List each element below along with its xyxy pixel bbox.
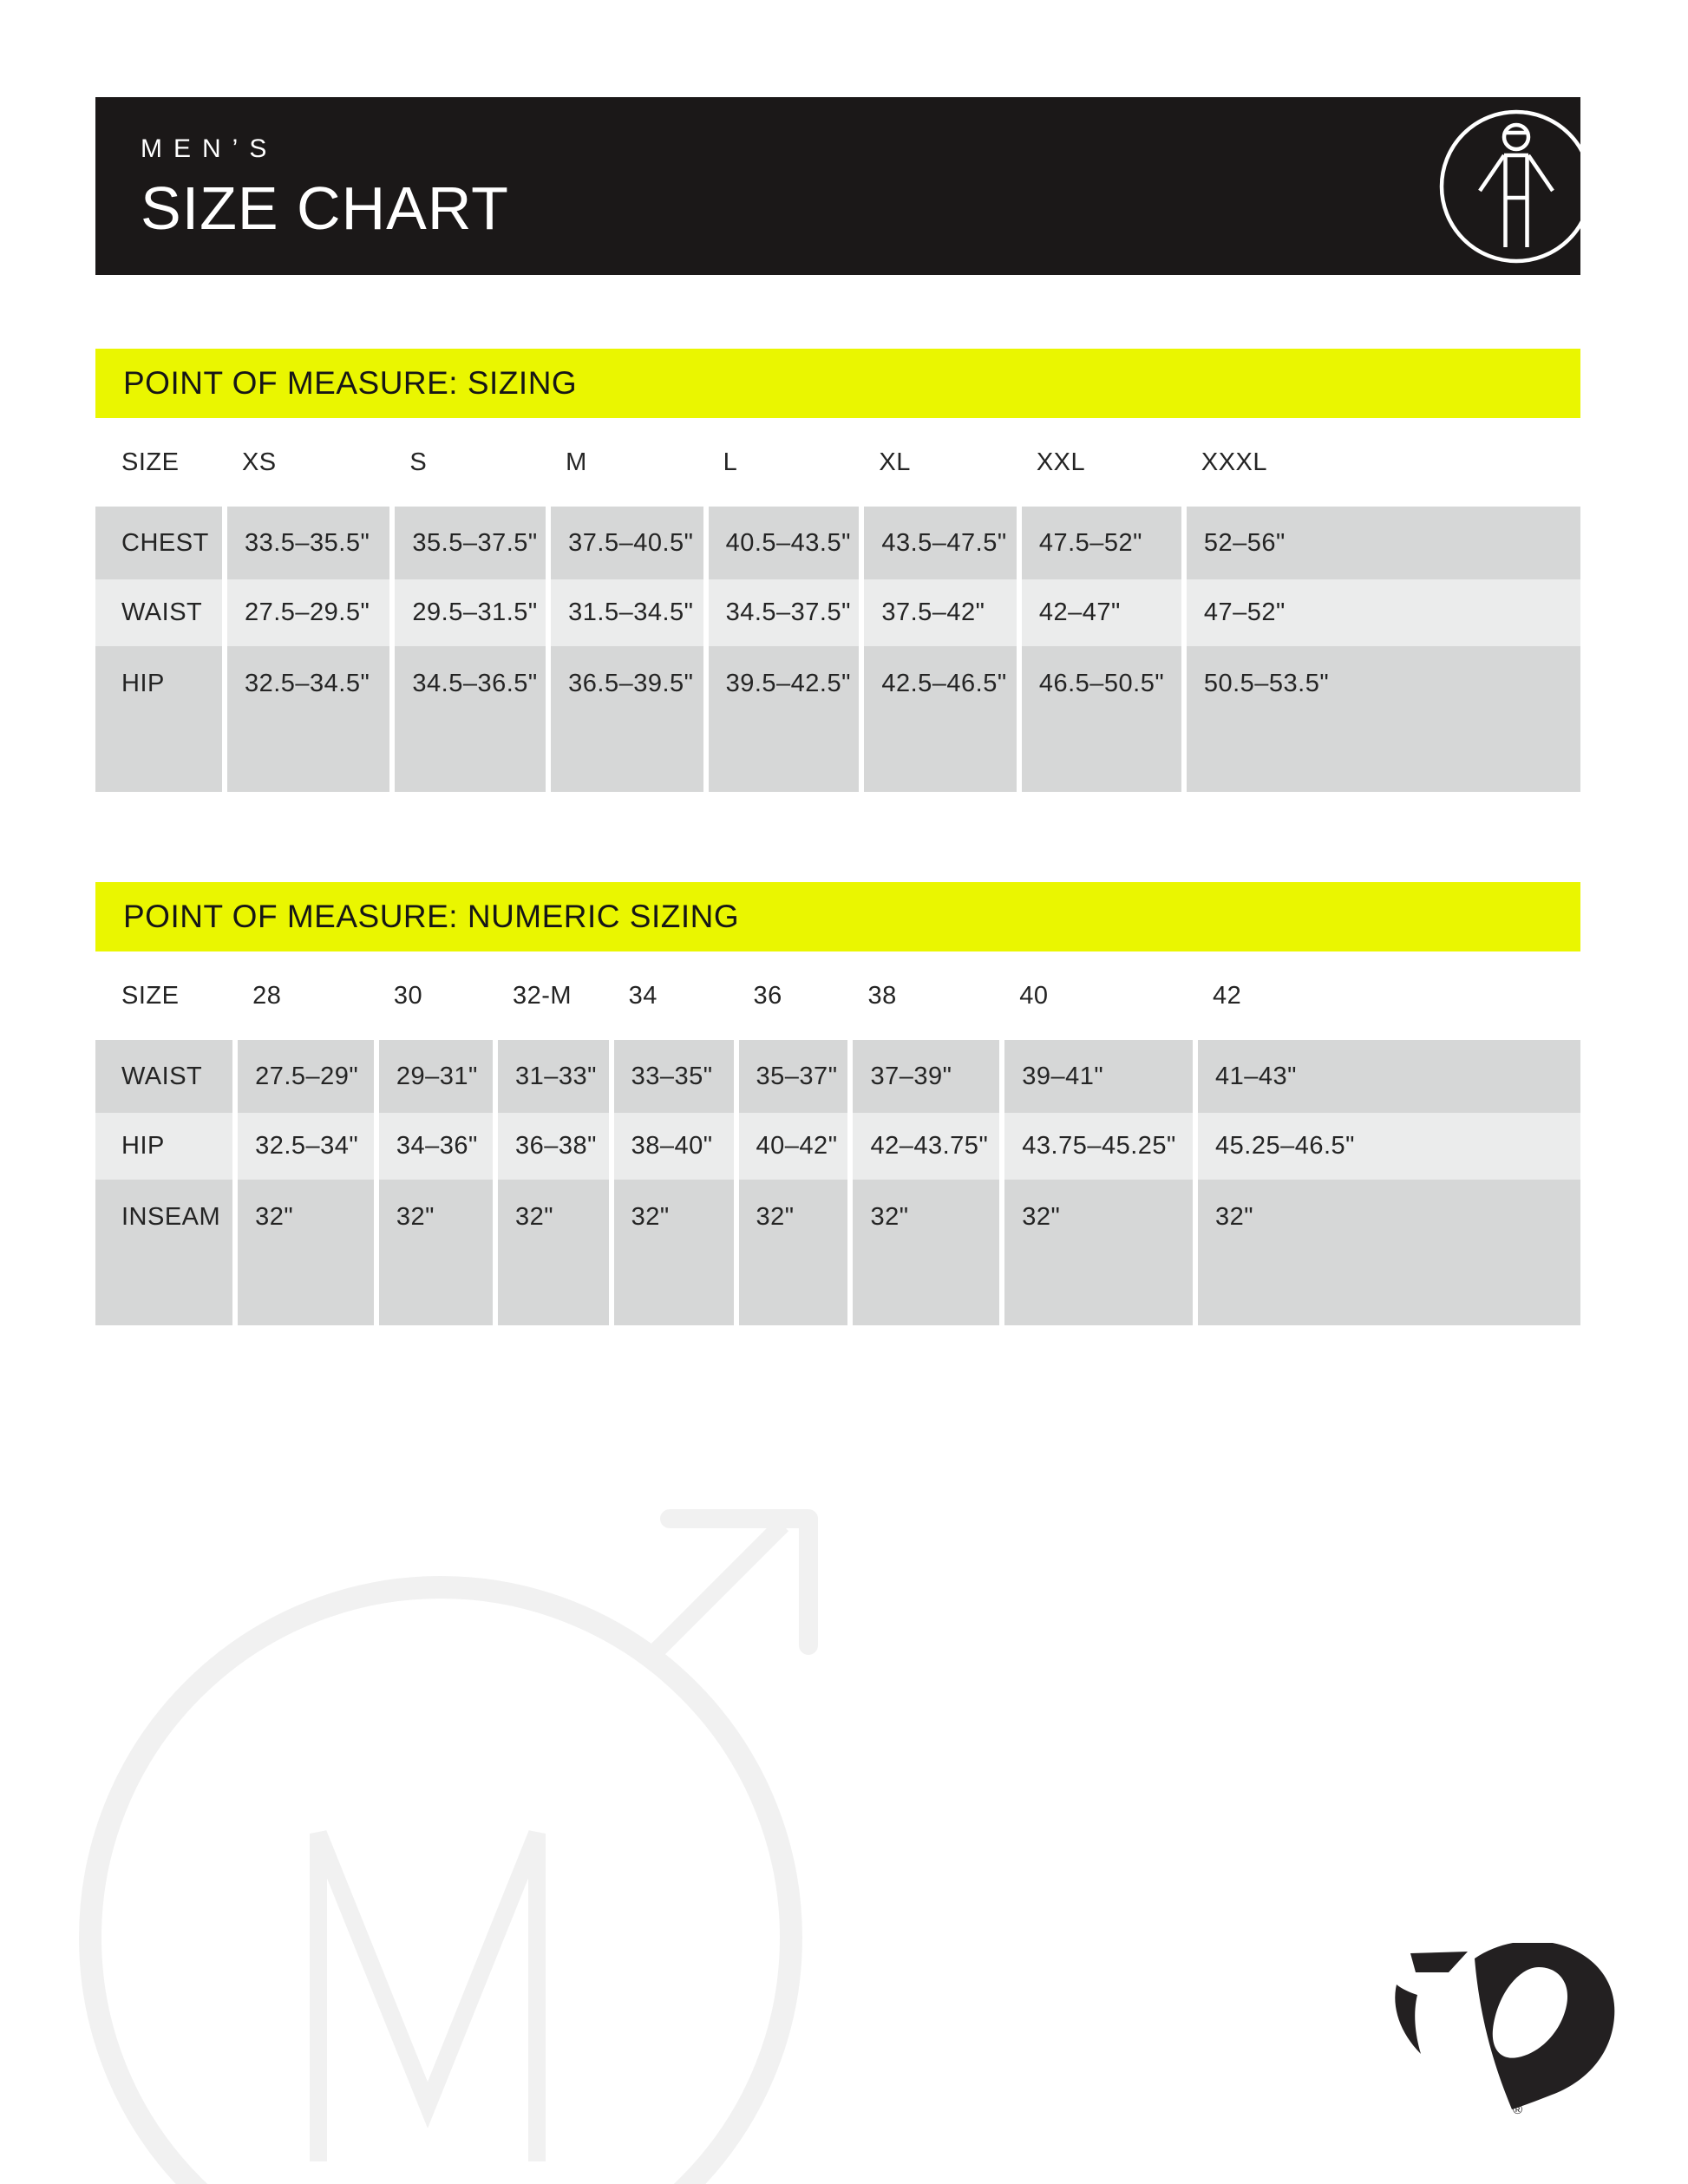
row-label: CHEST: [95, 507, 225, 579]
size-value-cell: 39–41": [1002, 1040, 1195, 1113]
column-header-size: SIZE: [95, 440, 225, 485]
column-header-s: S: [392, 440, 548, 485]
column-header-36: 36: [736, 973, 851, 1018]
size-value-cell: 36–38": [495, 1113, 612, 1180]
header-gap-row: [95, 1018, 1580, 1040]
numeric-sizing-table: [95, 973, 1580, 1325]
column-header-xl: XL: [861, 440, 1018, 485]
size-value-cell: 37.5–42": [861, 579, 1018, 646]
measure-row-hip: [95, 646, 1580, 792]
sizing-section-title: POINT OF MEASURE: SIZING: [123, 365, 578, 401]
column-header-40: 40: [1002, 973, 1195, 1018]
header-gap-row: [95, 485, 1580, 507]
size-value-cell: 32": [850, 1180, 1002, 1325]
column-header-xxl: XXL: [1019, 440, 1184, 485]
size-value-cell: 36.5–39.5": [548, 646, 705, 792]
size-value-cell: 33.5–35.5": [225, 507, 392, 579]
size-value-cell: 37.5–40.5": [548, 507, 705, 579]
column-header-row: [95, 973, 1580, 1018]
size-value-cell: 42.5–46.5": [861, 646, 1018, 792]
size-value-cell: 27.5–29": [235, 1040, 376, 1113]
size-value-cell: 38–40": [612, 1113, 736, 1180]
size-value-cell: 32": [235, 1180, 376, 1325]
numeric-sizing-section-title: POINT OF MEASURE: NUMERIC SIZING: [123, 899, 740, 934]
numeric-sizing-section-title-bar: [95, 882, 1580, 951]
size-value-cell: 34–36": [376, 1113, 495, 1180]
size-value-cell: 32": [1195, 1180, 1580, 1325]
size-value-cell: 42–43.75": [850, 1113, 1002, 1180]
size-value-cell: 29.5–31.5": [392, 579, 548, 646]
size-value-cell: 43.5–47.5": [861, 507, 1018, 579]
row-label: WAIST: [95, 1040, 235, 1113]
column-header-38: 38: [850, 973, 1002, 1018]
row-label: HIP: [95, 646, 225, 792]
pearl-izumi-logo: [1391, 1943, 1619, 2115]
column-header-30: 30: [376, 973, 495, 1018]
size-value-cell: 39.5–42.5": [706, 646, 862, 792]
size-value-cell: 47.5–52": [1019, 507, 1184, 579]
size-value-cell: 43.75–45.25": [1002, 1113, 1195, 1180]
size-value-cell: 33–35": [612, 1040, 736, 1113]
size-value-cell: 47–52": [1184, 579, 1580, 646]
measure-row-waist: [95, 1040, 1580, 1113]
size-value-cell: 50.5–53.5": [1184, 646, 1580, 792]
size-value-cell: 40–42": [736, 1113, 851, 1180]
measure-row-hip: [95, 1113, 1580, 1180]
size-value-cell: 37–39": [850, 1040, 1002, 1113]
size-value-cell: 42–47": [1019, 579, 1184, 646]
size-value-cell: 34.5–36.5": [392, 646, 548, 792]
size-value-cell: 34.5–37.5": [706, 579, 862, 646]
column-header-32-m: 32-M: [495, 973, 612, 1018]
header-eyebrow: MEN’S: [141, 134, 278, 163]
measure-row-chest: [95, 507, 1580, 579]
size-value-cell: 29–31": [376, 1040, 495, 1113]
size-value-cell: 41–43": [1195, 1040, 1580, 1113]
page-title: SIZE CHART: [141, 173, 509, 242]
size-value-cell: 32": [376, 1180, 495, 1325]
header-banner: [95, 97, 1580, 275]
size-value-cell: 31.5–34.5": [548, 579, 705, 646]
size-value-cell: 32": [612, 1180, 736, 1325]
sizing-table: [95, 440, 1580, 792]
size-value-cell: 27.5–29.5": [225, 579, 392, 646]
column-header-m: M: [548, 440, 705, 485]
column-header-34: 34: [612, 973, 736, 1018]
size-value-cell: 32.5–34.5": [225, 646, 392, 792]
person-in-circle-icon: [1438, 108, 1580, 265]
size-value-cell: 35.5–37.5": [392, 507, 548, 579]
size-value-cell: 32": [736, 1180, 851, 1325]
size-value-cell: 32": [1002, 1180, 1195, 1325]
sizing-section-title-bar: [95, 349, 1580, 418]
column-header-xxxl: XXXL: [1184, 440, 1580, 485]
measure-row-waist: [95, 579, 1580, 646]
row-label: INSEAM: [95, 1180, 235, 1325]
size-value-cell: 45.25–46.5": [1195, 1113, 1580, 1180]
row-label: HIP: [95, 1113, 235, 1180]
column-header-row: [95, 440, 1580, 485]
column-header-size: SIZE: [95, 973, 235, 1018]
size-value-cell: 32.5–34": [235, 1113, 376, 1180]
size-value-cell: 32": [495, 1180, 612, 1325]
registered-trademark-symbol: ®: [1513, 2102, 1523, 2115]
row-label: WAIST: [95, 579, 225, 646]
measure-row-inseam: [95, 1180, 1580, 1325]
size-value-cell: 52–56": [1184, 507, 1580, 579]
column-header-xs: XS: [225, 440, 392, 485]
watermark-letter-m: [318, 1834, 537, 2161]
header-text-block: [141, 134, 509, 242]
size-value-cell: 31–33": [495, 1040, 612, 1113]
column-header-l: L: [706, 440, 862, 485]
size-value-cell: 46.5–50.5": [1019, 646, 1184, 792]
size-value-cell: 35–37": [736, 1040, 851, 1113]
male-symbol-watermark-icon: [78, 1501, 824, 2184]
column-header-28: 28: [235, 973, 376, 1018]
column-header-42: 42: [1195, 973, 1580, 1018]
size-value-cell: 40.5–43.5": [706, 507, 862, 579]
